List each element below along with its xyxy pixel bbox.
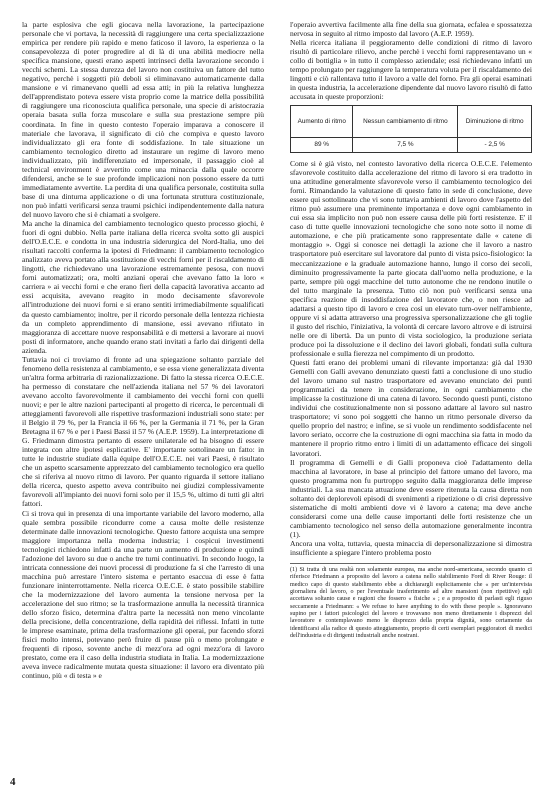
paragraph: Questi fatti erano dei problemi umani di rilevante importanza: già dal 1930 Gemelli con Galli avevano denunziato questi fatti a conclusione di uno studio del lavoro umano sul nastro trasportatore ed avevano enunciato dei punti programmatici da tenere in considerazione, in ogni cambiamento che implicasse la costituzione di una catena di lavoro. Secondo questi punti, cistono individui che costituzionalmente non si possono adattare al lavoro sul nastro trasportatore; vi sono poi soggetti che hanno un ritmo personale diverso da quello proprio del nastro; e infine, se si vuole un rendimento soddisfacente nel lavoro seriato, occorre che la costruzione di ogni macchina sia fatta in modo da mantenere il proprio ritmo entro i limiti di un adattamento efficace dei singoli lavoratori. [290, 358, 532, 458]
table-row [291, 138, 532, 153]
table-header-row [291, 106, 532, 138]
paragraph: Come si è già visto, nel contesto lavorativo della ricerca O.E.C.E. l'elemento sfavorevole costituito dalla accelerazione del ritmo di lavoro si era tradotto in una attitudine generalmente sfavorevole verso il cambiamento tecnologico dei forni. Rimandando la valutazione di questo fatto in sede di conclusione, deve essere qui sottolineato che vi sono tuttavia ambienti di lavoro dove l'aspetto del ritmo può assumere una preminente importanza e dove ogni cambiamento in cui essa sia implicito non può non essere causa delle più forti resistenze. E' il caso di tutte quelle innovazioni tecnologiche che sono note sotto il nome di automazione, e che più praticamente sono rappresentate dalle « catene di montaggio ». Oggi si conosce nei dettagli la azione che il lavoro a nastro trasportatore può esercitare sul lavoratore dal punto di vista psico-fisiologico: la meccanizzazione e la graduale automazione hanno, lungo il corso dei secoli, diminuito progressivamente la parte giocata dall'uomo nella produzione, e la parte, sempre più oggi macchine del tutto autonome che ne rendono inutile o del tutto marginale la presenza. Tutto ciò non può verificarsi senza una specifica reazione di insoddisfazione del lavoratore che, o non riesce ad adattarsi a questo tipo di lavoro e crea così un elevato turn-over nell'ambiente, oppure vi si adatta attraverso una progressiva spersonalizzazione che gli toglie il gusto del rischio, l'iniziativa, la volontà di cercare lavoro altrove e di istruirsi nelle ore di libertà. Da un punto di vista sociologico, la produzione seriata produce poi la dissoluzione e il declino dei lavori globali, fondati sulla cultura professionale e sulla fierezza nel compimento di un prodotto. [290, 159, 532, 358]
table-cell: 89 % [291, 138, 353, 153]
paragraph: Ancora una volta, tuttavia, questa minaccia di depersonalizzazione si dimostra insufficiente a spiegare l'intero problema posto [290, 538, 532, 558]
right-column [290, 20, 532, 790]
table-cell: - 2,5 % [458, 138, 532, 153]
table-header-cell: Aumento di ritmo [291, 106, 353, 138]
paragraph: Ma anche la dinamica del cambiamento tecnologico questo processo giochi, è fuori di ogni dubbio. Nella parte italiana della ricerca svolta sotto gli auspici dell'O.E.C.E. e condotta in una industria siderurgica del Nord-Italia, uno dei risultati raccolti conferma la ipotesi di Friedmann: il cambiamento tecnologico analizzato aveva portato alla sostituzione di vecchi forni per il riscaldamento di lingotti, che richiedevano una lavorazione estremamente pesosa, con nuovi forni automatizzati; ora, molti anziani operai che avevano fatto la loro « carriera » ai vecchi forni e che erano fieri della capacità lavorativa accanto ad essi acquisita, avevano reagito in modo decisamente sfavorevole all'introduzione dei nuovi forni e si erano sentiti irrimediabilmente squalificati da questo cambiamento; inoltre, per il ricordo personale della lentezza richiesta da un completo apprendimento di mansione, essi avevano rifiutato in maggioranza di accettare nuove responsabilità e di mettersi a lavorare ai nuovi posti di informatore, anche quando erano stati invitati a farlo dai dirigenti della azienda. [22, 219, 264, 355]
paragraph: Nella ricerca italiana il peggioramento delle condizioni di ritmo di lavoro risultò di particolare rilievo, anche perchè i vecchi forni rappresentavano un « collo di bottiglia » in tutto il complesso aziendale; essi richiedevano infatti un tempo prolungato per raggiungere la temperatura voluta per il riscaldamento dei lingotti e ciò rallentava tutto il lavoro a valle del forno. Fra gli operai esaminati in questa industria, la accelerazione dipendente dal nuovo lavoro risultò di fatto accusata in queste proporzioni: [290, 38, 532, 102]
table-cell: 7,5 % [353, 138, 458, 153]
paragraph: l'operaio avvertiva facilmente alla fine della sua giornata, ecfalea e spossatezza nervosa in seguito al ritmo imposto dal lavoro (A.E.P. 1959). [290, 20, 532, 39]
paragraph: Ci si trova qui in presenza di una importante variabile del lavoro moderno, alla quale sembra possibile ricondurre come a causa molte delle resistenze determinate dalle innovazioni tecnologiche. Questo fattore acquista una sempre maggiore importanza nella moderna industria; i cospicui investimenti tecnologici richiedono infatti da una parte un aumento di produzione e quindi l'adozione del lavoro su due o anche tre turni continuativi. In secondo luogo, la intricata connessione dei nuovi processi di produzione fa sì che l'arresto di una macchina può arrestare l'intero sistema e pertanto esaccua di esse è fatta funzionare ininterrottamente. Nella ricerca O.E.C.E. è stato possibile stabilire che la modernizzazione del lavoro aumenta la tensione nervosa per la accelerazione del suo ritmo; se la trasformazione annulla la necessità tirannica dello sforzo fisico, determina d'altra parte la necessità non meno vincolante della precisione, della concentrazione, della rapidità dei riflessi. Infatti in tutte le imprese esaminate, prima della trasformazione gli operai, pur facendo sforzi fisici molto intensi, potevano però fruire di pause più o meno prolungate e frequenti di riposo, sovente anche di mezz'ora ad ogni mezz'ora di lavoro prestato, come era il caso della industria studiata in Italia. La modernizzazione aveva invece radicalmente mutata questa situazione: il lavoro era diventato più continuo, più « di testa » e [22, 508, 264, 681]
paragraph: Il programma di Gemelli e di Galli proponeva cioè l'adattamento della macchina al lavoratore, in base al principio del fattore umano del lavoro, ma questo programma non fu purtroppo seguito dalla maggioranza delle imprese industriali. La sua mancata attuazione deve essere ritenuta la causa diretta non soltanto dei deplorevoli episodi di svenimenti a ripetizione o di crisi depressive sistematiche di molti ambienti dove vi è lavoro a catena; ma deve anche considerarsi come una delle cause importanti delle forti resistenze che un cambiamento tecnologico nel senso della automazione generalmente incontra (1). [290, 457, 532, 539]
rhythm-change-table [290, 105, 532, 153]
page-number: 4 [10, 776, 16, 788]
footnote: (1) Si tratta di una realtà non solamente europea, ma anche nord-americana, secondo quanto ci riferisce Friedmann a proposito del lavoro a catena nello stabilimento Ford di River Rouge: il medico capo di questo stabilimento ebbe a dichiarargli esplicitamente che « per un'intervista giornaliera del lavoro, o per l'eventuale trasferimento ad altre mansioni (non ripetitive) egli accettava soltanto cause e ragioni che fossero « fisiche » ; e a proposito di parlasti egli riguso seccamente a Friedmann: « We refuse to have anything to do with these people ». Ignoravano supino per i fattori psicologici del lavoro e trovavano non meno direttamente i disprezzi del lavoratore e contemplavano meno le disprezzo della propria dignità, sono certamente da identificarsi alla radice di questo atteggiamento, proprio di certi esemplari peggioratori di medici dell'industria e di dirigenti industriali anche nostrani. [290, 563, 532, 640]
paragraph: la parte esplosiva che egli giocava nella lavorazione, la partecipazione personale che vi portava, la necessità di raggiungere una certa specializzazione empirica per rendere più rapido e meno faticoso il lavoro, la esperienza o la consapevolezza di poter progredire al di là di una abilità mediocre nella specifica mansione, questi erano aspetti intrinseci della lavorazione secondo i vecchi schemi. La stessa durezza del lavoro non costituiva un fattore del tutto negativo, perchè i soggetti più deboli si eliminavano automaticamente dalla mansione e vi rimanevano quelli ad essa atti; in più la relativa lunghezza dell'apprendistato poteva essere vista proprio come la matrice della possibilità di raggiungere una riconosciuta qualifica personale, una specie di aristocrazia operaia basata sulla forza muscolare e sulla sua prestazione sempre più coordinata. In fine in questo contesto l'operaio imparava a conoscere il materiale che lavorava, il significato di ciò che compiva e questo lavoro individualizzato gli era fonte di soddisfazione. In tale situazione un cambiamento tecnologico diretto ad instaurare un regime di lavoro meno individualizzato, più indifferenziato ed impersonale, il passaggio cioè al technical environment è avvertito come una minaccia dalla quale occorre difendersi, anche se le sue profonde implicazioni non possono essere da tutti immediatamente avvertite. La perdita di una qualifica personale, costituita sulla base di una dinturna applicazione o di una fortunata struttura costituzionale, non può infatti verificarsi senza traumi psichici indipendentemente dalla natura del nuovo lavoro che si è chiamati a svolgere. [22, 20, 264, 219]
left-column [22, 20, 264, 790]
paragraph: Tuttavia noi ci troviamo di fronte ad una spiegazione soltanto parziale del fenomeno della resistenza al cambiamento, e se essa viene generalizzata diventa un'altra forma arbitraria di razionalizzazione. Di fatto la stessa ricerca O.E.C.E. ha permesso di constatare che nell'azienda italiana nel 57 % dei lavoratori avevano accolto favorevolmente il cambiamento dei vecchi forni con quelli nuovi; e per le altre nazioni partecipanti al progetto di ricerca, le percentuali di atteggiamenti favorevoli alle rispettive trasformazioni industriali sono state: per il Belgio il 79 %, per la Francia il 66 %, per la Germania il 71 %, per la Gran Bretagna il 67 % e per i Paesi Bassi il 57 % (A.E.P. 1959). La interpretazione di G. Friedmann dimostra pertanto di essere unilaterale ed ha bisogno di essere integrata con altre ipotesi esplicative. E' importante sottolineare un fatto: in tutte le industrie studiate dalla équipe dell'O.E.C.E. nei vari Paesi, è risultato che un aspetto scarsamente apprezzato del cambiamento tecnologico era quello che si riferiva al nuovo ritmo di lavoro. Per quanto riguarda il settore italiano della ricerca, questo aspetto aveva contribuito nei giudizi complessivamente favorevoli all'impianto dei nuovi forni solo per il 15,5 %, ultimo di tutti gli altri fattori. [22, 354, 264, 509]
table-header-cell: Diminuzione di ritmo [458, 106, 532, 138]
table-header-cell: Nessun cambiamento di ritmo [353, 106, 458, 138]
